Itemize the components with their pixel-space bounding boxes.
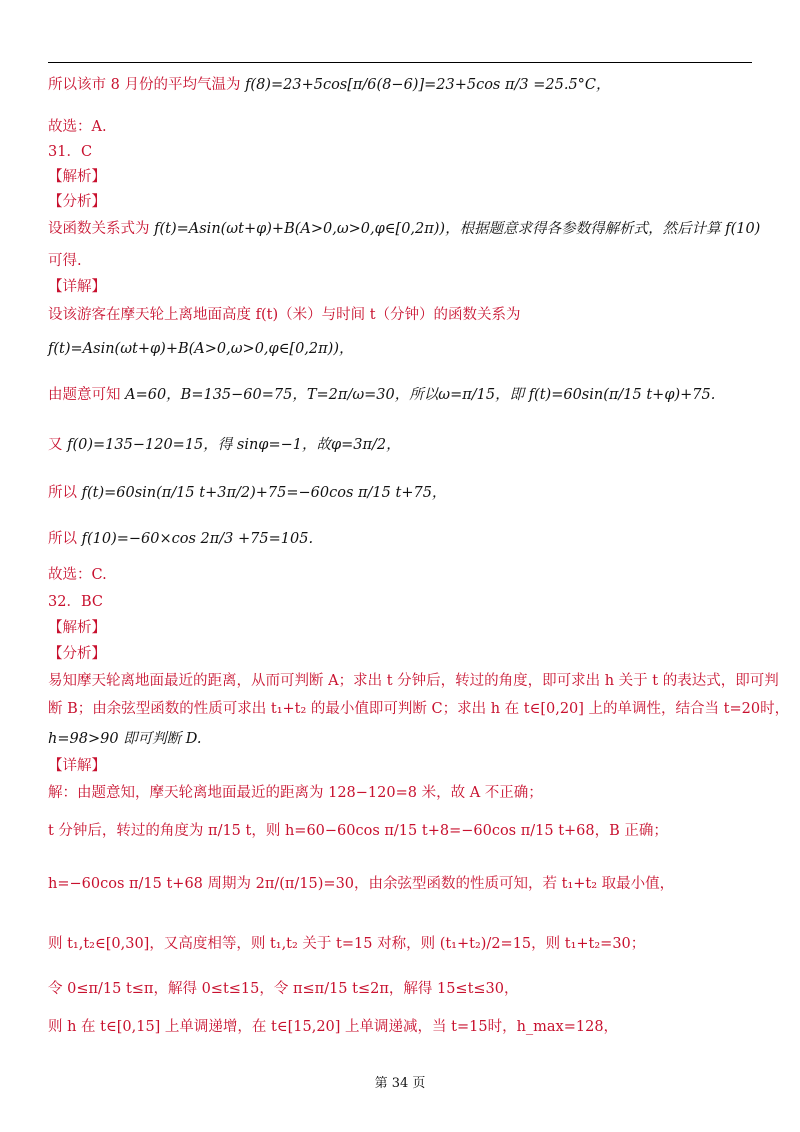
line-17: 【解析】 [48,620,106,636]
line-4: 【解析】 [48,169,106,185]
line-1: 所以该市 8 月份的平均气温为 f(8)=23+5cos[π/6(8−6)]=23+5cos π/3 =25.5°C， [48,77,611,93]
line-21: h=98>90 即可判断 D. [48,731,202,747]
line-20: 断 B；由余弦型函数的性质可求出 t₁+t₂ 的最小值即可判断 C；求出 h 在 t∈[0,20] 上的单调性，结合当 t=20时， [48,701,790,717]
line-24: t 分钟后，转过的角度为 π/15 t，则 h=60−60cos π/15 t+8=−60cos π/15 t+68，B 正确； [48,823,668,839]
line-22: 【详解】 [48,758,106,774]
line-3: 31．C [48,144,93,160]
line-15: 故选：C. [48,567,107,583]
line-12: 又 f(0)=135−120=15，得 sinφ=−1，故φ=3π/2， [48,437,401,453]
line-10: f(t)=Asin(ωt+φ)+B(A>0,ω>0,φ∈[0,2π))， [48,341,354,357]
line-11: 由题意可知 A=60，B=135−60=75，T=2π/ω=30，所以ω=π/15，即 f(t)=60sin(π/15 t+φ)+75. [48,387,716,403]
line-23: 解：由题意知，摩天轮离地面最近的距离为 128−120=8 米，故 A 不正确； [48,785,543,801]
line-5: 【分析】 [48,194,106,210]
line-8: 【详解】 [48,279,106,295]
line-16: 32．BC [48,594,103,610]
line-28: 则 h 在 t∈[0,15] 上单调递增，在 t∈[15,20] 上单调递减，当 t=15时，h_max=128， [48,1019,619,1035]
line-6: 设函数关系式为 f(t)=Asin(ωt+φ)+B(A>0,ω>0,φ∈[0,2π))，根据题意求得各参数得解析式，然后计算 f(10) [48,221,761,237]
line-7: 可得. [48,253,82,269]
line-27: 令 0≤π/15 t≤π，解得 0≤t≤15，令 π≤π/15 t≤2π，解得 15≤t≤30， [48,981,519,997]
line-9: 设该游客在摩天轮上离地面高度 f(t)（米）与时间 t（分钟）的函数关系为 [48,307,521,323]
line-18: 【分析】 [48,646,106,662]
page-footer: 第 34 页 [374,1076,426,1091]
line-26: 则 t₁,t₂∈[0,30]，又高度相等，则 t₁,t₂ 关于 t=15 对称，则 (t₁+t₂)/2=15，则 t₁+t₂=30； [48,936,646,952]
header-rule [48,62,752,63]
line-19: 易知摩天轮离地面最近的距离，从而可判断 A；求出 t 分钟后，转过的角度，即可求出 h 关于 t 的表达式，即可判 [48,673,779,689]
line-14: 所以 f(10)=−60×cos 2π/3 +75=105. [48,531,314,547]
line-13: 所以 f(t)=60sin(π/15 t+3π/2)+75=−60cos π/15 t+75， [48,485,447,501]
line-2: 故选：A. [48,119,107,135]
line-25: h=−60cos π/15 t+68 周期为 2π/(π/15)=30，由余弦型函数的性质可知，若 t₁+t₂ 取最小值， [48,876,675,892]
